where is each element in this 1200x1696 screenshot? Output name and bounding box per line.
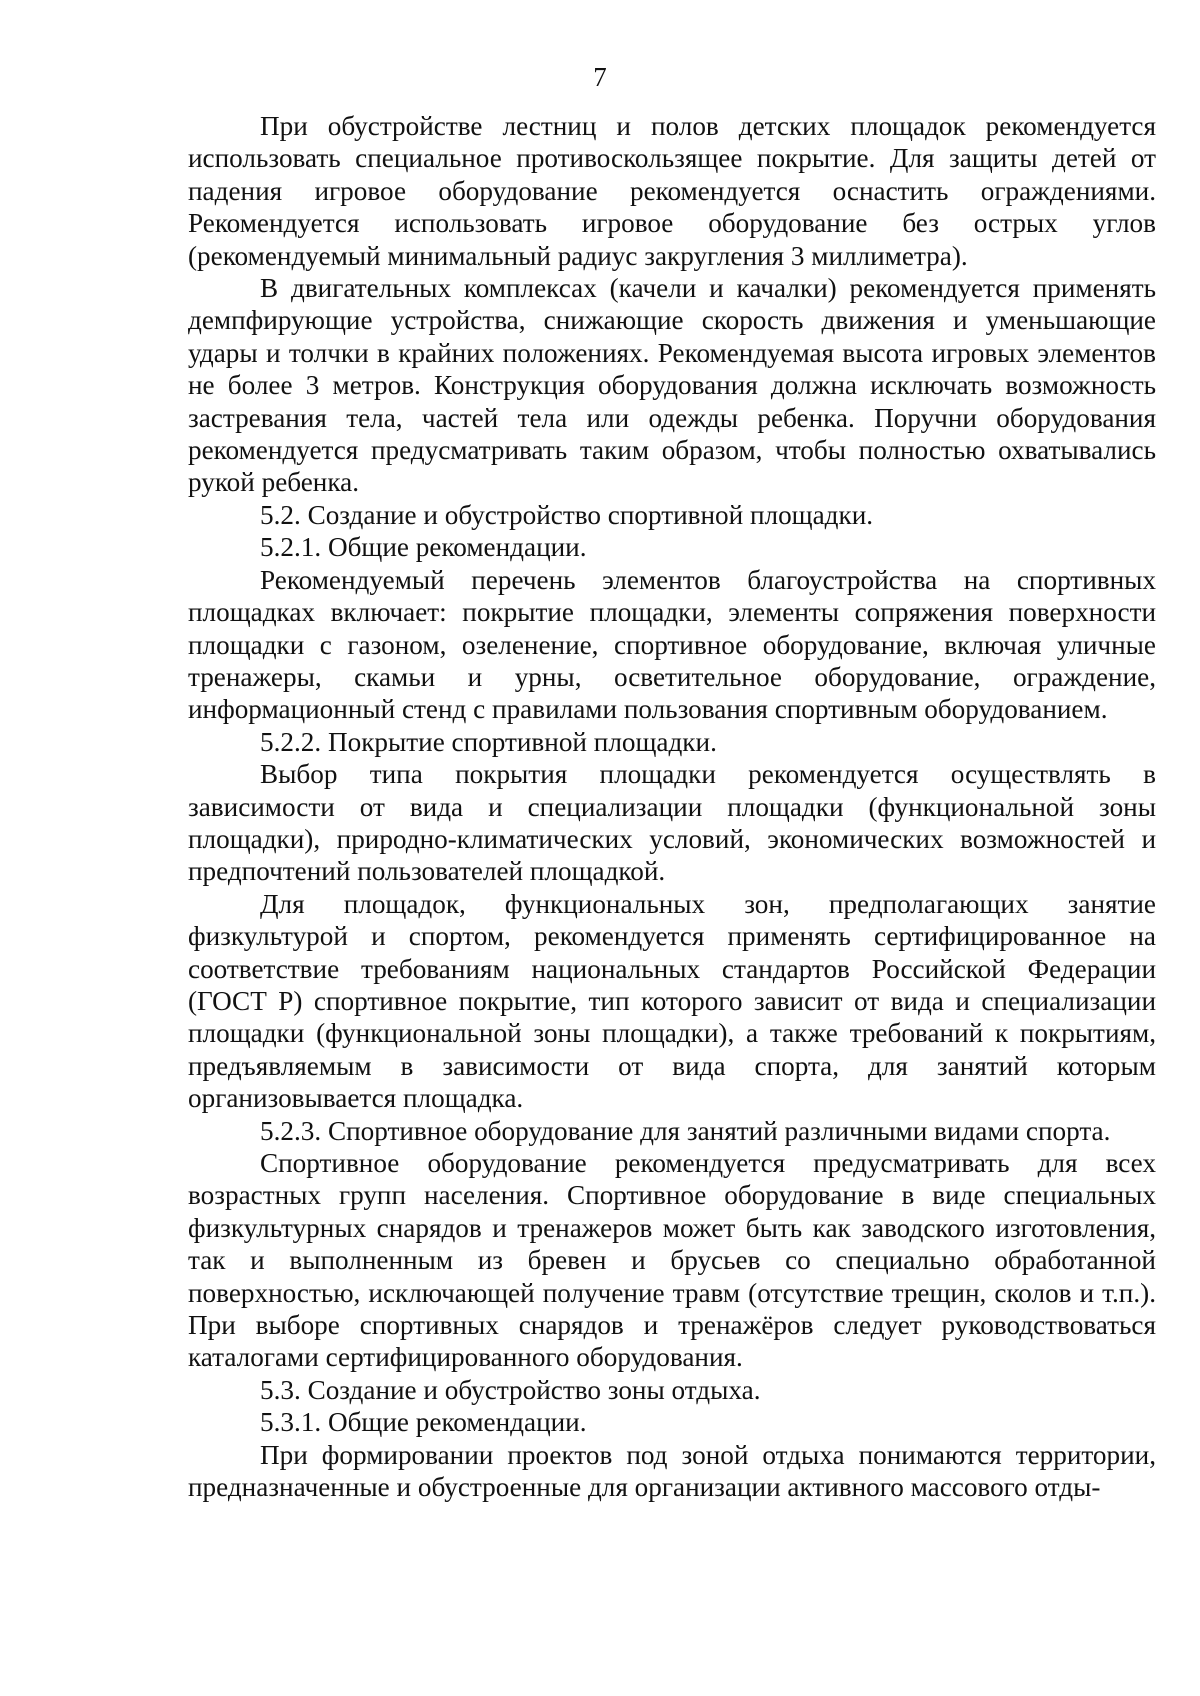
paragraph-motion-complexes: В двигательных комплексах (качели и качалки) рекомендуется применять демпфирующие устройства, снижающие скорость движения и уменьшающие удары и толчки в крайних положениях. Рекомендуемая высота игровых элементов не более 3 метров. Конструкция оборудования должна исключать возможность застревания тела, частей тела или одежды ребенка. Поручни оборудования рекомендуется предусматривать таким образом, чтобы полностью охватывались рукой ребенка. <box>188 273 1156 498</box>
section-heading-5-2-2: 5.2.2. Покрытие спортивной площадки. <box>260 726 717 757</box>
paragraph-sports-elements-list: Рекомендуемый перечень элементов благоустройства на спортивных площадках включает: покрытие площадки, элементы сопряжения поверхности площадки с газоном, озеленение, спортивное оборудование, включая уличные тренажеры, скамьи и урны, осветительное оборудование, ограждение, информационный стенд с правилами пользования спортивным оборудованием. <box>188 564 1156 725</box>
paragraph-recreation-zone: При формировании проектов под зоной отдыха понимаются территории, предназначенные и обустроенные для организации активного массового отды- <box>188 1439 1156 1503</box>
section-heading-5-3-1: 5.3.1. Общие рекомендации. <box>260 1407 587 1438</box>
page-number: 7 <box>593 62 607 92</box>
paragraph-playground-surfaces: При обустройстве лестниц и полов детских площадок рекомендуется использовать специальное противоскользящее покрытие. Для защиты детей от падения игровое оборудование рекомендуется оснастить ограждениями. Рекомендуется использовать игровое оборудование без острых углов (рекомендуемый минимальный радиус закругления 3 миллиметра). <box>188 111 1156 271</box>
paragraph-certified-surface: Для площадок, функциональных зон, предполагающих занятие физкультурой и спортом, рекомендуется применять сертифицированное на соответствие требованиям национальных стандартов Российской Федерации (ГОСТ Р) спортивное покрытие, тип которого зависит от вида и специализации площадки (функциональной зоны площадки), а также требований к покрытиям, предъявляемым в зависимости от вида спорта, для занятий которым организовывается площадка. <box>188 888 1156 1114</box>
paragraph-surface-choice: Выбор типа покрытия площадки рекомендуется осуществлять в зависимости от вида и специализации площадки (функциональной зоны площадки), природно-климатических условий, экономических возможностей и предпочтений пользователей площадкой. <box>188 759 1156 887</box>
section-heading-5-2-1: 5.2.1. Общие рекомендации. <box>260 532 587 563</box>
paragraph-sports-equipment: Спортивное оборудование рекомендуется предусматривать для всех возрастных групп населения. Спортивное оборудование в виде специальных физкультурных снарядов и тренажеров может быть как заводского изготовления, так и выполненным из бревен и брусьев со специально обработанной поверхностью, исключающей получение травм (отсутствие трещин, сколов и т.п.). При выборе спортивных снарядов и тренажёров следует руководствоваться каталогами сертифицированного оборудования. <box>188 1148 1156 1373</box>
section-heading-5-3: 5.3. Создание и обустройство зоны отдыха. <box>260 1374 761 1405</box>
document-text <box>188 110 1156 1503</box>
section-heading-5-2: 5.2. Создание и обустройство спортивной площадки. <box>260 499 874 530</box>
section-heading-5-2-3: 5.2.3. Спортивное оборудование для занятий различными видами спорта. <box>260 1115 1111 1146</box>
